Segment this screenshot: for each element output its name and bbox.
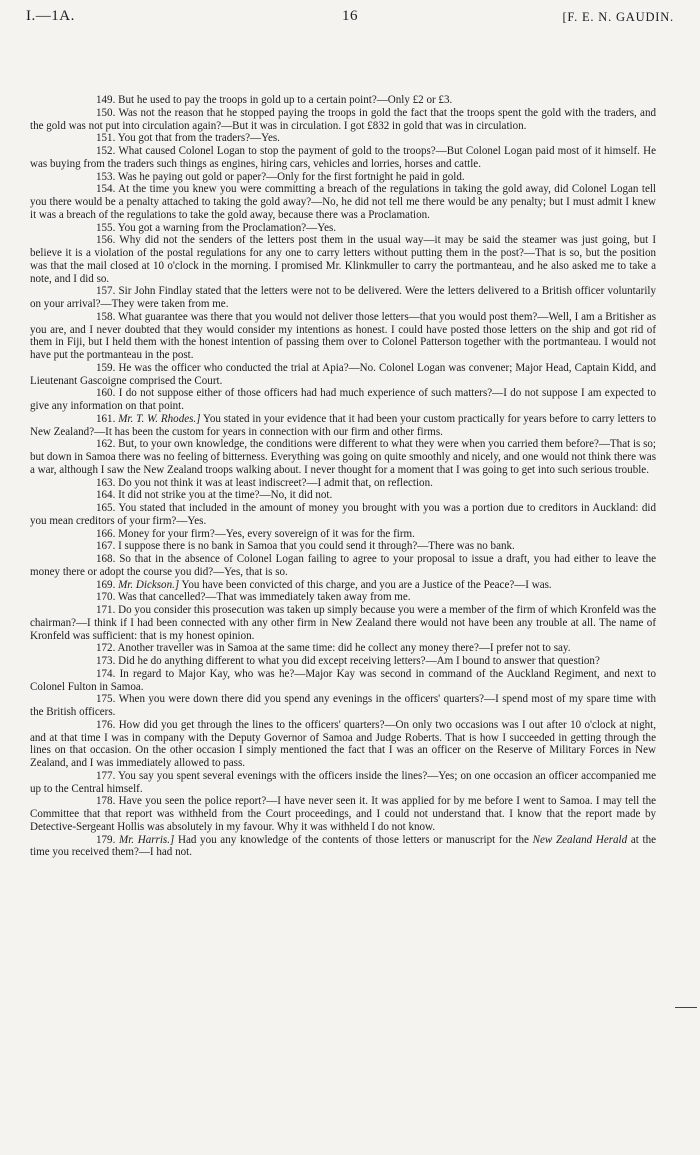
question-number: 174. bbox=[96, 667, 116, 680]
question-paragraph bbox=[30, 579, 656, 592]
question-text: At the time you knew you were committing a breach of the regulations in taking the gold away, did Colonel Logan tell you there would be a penalty attached to taking the gold away?—No, he did not tell me there would be any penalty; but I must admit I knew it was a breach of the regulations to take the gold away, because there was a Proclamation. bbox=[30, 183, 656, 221]
question-number: 163. bbox=[96, 476, 116, 489]
question-text: Money for your firm?—Yes, every sovereign of it was for the firm. bbox=[118, 527, 415, 540]
question-text: at the time you received them?—I had not. bbox=[30, 833, 656, 859]
question-number: 160. bbox=[96, 387, 116, 400]
question-text: What guarantee was there that you would not deliver those letters—that you would post them?—Well, I am a Britisher as you are, and I never doubted that they would consider my intentions as honest. I could have posted those letters on the ship and got rid of them in Fiji, but I held them with the honest intention of passing them over to Colonel Patterson together with the portmanteau. I would not have put the portmanteau in the post. bbox=[30, 310, 657, 361]
question-text: Sir John Findlay stated that the letters were not to be delivered. Were the letters delivered to a British officer voluntarily on your arrival?—They were taken from me. bbox=[30, 285, 656, 310]
question-text: So that in the absence of Colonel Logan failing to agree to your proposal to issue a draft, you had either to leave the money there or adopt the course you did?—Yes, that is so. bbox=[30, 553, 656, 578]
question-paragraph bbox=[30, 145, 656, 171]
question-text: How did you get through the lines to the officers' quarters?—On only two occasions was I out after 10 o'clock at night, and at that time I was in company with the Deputy Governor of Samoa and Judge Roberts. That is how I succeeded in getting through the lines on that occasion. On the other occasion I simply mentioned the fact that I was an officer on the Reserve of Military Forces in New Zealand, and I was immediately allowed to pass. bbox=[30, 718, 656, 769]
question-text: Did he do anything different to what you did except receiving letters?—Am I bound to answer that question? bbox=[118, 655, 600, 667]
page-header bbox=[26, 8, 674, 28]
question-number: 154. bbox=[96, 183, 116, 196]
question-number: 152. bbox=[96, 145, 116, 157]
question-number: 172. bbox=[96, 642, 116, 655]
margin-mark bbox=[675, 1007, 697, 1008]
question-paragraph bbox=[30, 770, 656, 796]
question-paragraph bbox=[30, 502, 656, 528]
question-number: 161. bbox=[96, 412, 116, 425]
question-paragraph bbox=[30, 387, 656, 413]
question-text: You stated in your evidence that it had been your custom practically for years before to carry letters to New Zealand?—It has been the custom for years in connection with our firm and other firms. bbox=[30, 412, 656, 438]
speaker-name: Mr. T. W. Rhodes.] bbox=[118, 412, 201, 425]
question-paragraph bbox=[30, 834, 656, 860]
question-text: You say you spent several evenings with the officers inside the lines?—Yes; on one occasion an officer accompanied me up to the Central himself. bbox=[30, 769, 657, 795]
question-text: You got that from the traders?—Yes. bbox=[117, 132, 280, 145]
question-text: You stated that included in the amount of money you brought with you was a portion due to creditors in Auckland: did you mean creditors of your firm?—Yes. bbox=[30, 502, 656, 527]
question-text: Was not the reason that he stopped paying the troops in gold the fact that the troops spent the gold with the traders, and the gold was not put into circulation again?—But it was in circulation. I got £832 in gold that was in circulation. bbox=[30, 106, 657, 132]
question-number: 153. bbox=[96, 170, 116, 183]
question-number: 151. bbox=[96, 132, 116, 145]
question-number: 162. bbox=[96, 438, 116, 451]
question-number: 169. bbox=[96, 578, 116, 591]
question-number: 177. bbox=[96, 769, 116, 782]
question-paragraph bbox=[30, 795, 656, 833]
question-paragraph bbox=[30, 477, 656, 490]
question-text: What caused Colonel Logan to stop the payment of gold to the troops?—But Colonel Logan paid most of it himself. He was buying from the traders such things as engines, hiring cars, vehicles and lorries, horses and cattle. bbox=[30, 145, 656, 170]
question-text: I suppose there is no bank in Samoa that you could send it through?—There was no bank. bbox=[118, 540, 515, 553]
question-text: He was the officer who conducted the trial at Apia?—No. Colonel Logan was convener; Major Head, Captain Kidd, and Lieutenant Gascoigne comprised the Court. bbox=[30, 361, 657, 387]
question-paragraph bbox=[30, 171, 656, 184]
question-text: It did not strike you at the time?—No, it did not. bbox=[118, 489, 333, 502]
question-paragraph bbox=[30, 693, 656, 719]
question-text: You have been convicted of this charge, and you are a Justice of the Peace?—I was. bbox=[181, 578, 552, 591]
question-paragraph bbox=[30, 642, 656, 655]
question-paragraph bbox=[30, 222, 656, 235]
question-paragraph bbox=[30, 604, 656, 642]
question-number: 175. bbox=[96, 693, 116, 706]
question-paragraph bbox=[30, 655, 656, 668]
question-number: 156. bbox=[96, 234, 116, 247]
question-number: 173. bbox=[96, 655, 116, 667]
question-number: 178. bbox=[96, 795, 116, 808]
question-paragraph bbox=[30, 413, 656, 439]
question-number: 165. bbox=[96, 502, 116, 514]
evidence-text bbox=[30, 94, 656, 859]
question-paragraph bbox=[30, 668, 656, 694]
question-number: 155. bbox=[96, 221, 116, 234]
question-text: When you were down there did you spend any evenings in the officers' quarters?—I spend most of my spare time with the British officers. bbox=[30, 693, 656, 718]
question-text: You got a warning from the Proclamation?—Yes. bbox=[117, 221, 337, 234]
speaker-name: Mr. Dickson.] bbox=[118, 578, 180, 591]
question-paragraph bbox=[30, 285, 656, 311]
question-paragraph bbox=[30, 528, 656, 541]
question-paragraph bbox=[30, 311, 656, 362]
question-number: 158. bbox=[96, 310, 116, 323]
question-paragraph bbox=[30, 132, 656, 145]
question-paragraph bbox=[30, 438, 656, 476]
question-text: Was that cancelled?—That was immediately taken away from me. bbox=[117, 591, 411, 604]
question-paragraph bbox=[30, 94, 656, 107]
question-text: Do you consider this prosecution was taken up simply because you were a member of the firm of which Kronfeld was the chairman?—I think if I had been connected with any other firm in New Zealand there would not have been any trouble at all. The name of Kronfeld was sufficient: that is my honest opinion. bbox=[30, 604, 657, 642]
question-number: 170. bbox=[96, 591, 116, 604]
question-paragraph bbox=[30, 107, 656, 133]
question-number: 159. bbox=[96, 361, 116, 374]
speaker-name: Mr. Harris.] bbox=[119, 833, 175, 846]
question-text: Have you seen the police report?—I have never seen it. It was applied for by me before I went to Samoa. I may tell the Committee that that report was withheld from the Court proceedings, and I could not understand that. I know that the report made by Detective-Sergeant Hollis was absolutely in my favour. Why it was withheld I do not know. bbox=[30, 795, 656, 833]
question-paragraph bbox=[30, 719, 656, 770]
question-text: Do you not think it was at least indiscreet?—I admit that, on reflection. bbox=[118, 476, 433, 489]
page-number: 16 bbox=[342, 8, 358, 24]
question-text: But, to your own knowledge, the conditions were different to what they were when you carried them before?—That is so; but down in Samoa there was no feeling of bitterness. Everything was going on quite smoothly and nicely, and one would not think there was a war, although I saw the New Zealand troops walking about. I never thought for a moment that I was going to get into such serious trouble. bbox=[30, 438, 656, 476]
question-number: 149. bbox=[96, 94, 116, 106]
question-text: But he used to pay the troops in gold up to a certain point?—Only £2 or £3. bbox=[118, 94, 453, 106]
question-text: Was he paying out gold or paper?—Only for the first fortnight he paid in gold. bbox=[117, 170, 465, 183]
question-paragraph bbox=[30, 234, 656, 285]
question-number: 176. bbox=[96, 718, 116, 731]
question-number: 167. bbox=[96, 540, 116, 553]
question-number: 150. bbox=[96, 106, 116, 119]
question-paragraph bbox=[30, 553, 656, 579]
question-text: In regard to Major Kay, who was he?—Major Kay was second in command of the Auckland Regiment, and next to Colonel Fulton in Samoa. bbox=[30, 667, 656, 693]
question-paragraph bbox=[30, 183, 656, 221]
question-paragraph bbox=[30, 362, 656, 388]
question-number: 166. bbox=[96, 527, 116, 540]
witness-name: [F. E. N. GAUDIN. bbox=[562, 10, 674, 24]
question-number: 164. bbox=[96, 489, 116, 502]
question-number: 157. bbox=[96, 285, 116, 298]
question-paragraph bbox=[30, 489, 656, 502]
question-paragraph bbox=[30, 591, 656, 604]
question-paragraph bbox=[30, 540, 656, 553]
question-text: Had you any knowledge of the contents of those letters or manuscript for the bbox=[177, 833, 529, 846]
question-number: 171. bbox=[96, 604, 116, 616]
question-text: Why did not the senders of the letters post them in the usual way—it may be said the steamer was just going, but I believe it is a violation of the postal regulations for any one to carry letters without putting them in the post?—That is so, but the position was that the mail closed at 10 o'clock in the morning. I promised Mr. Klinkmuller to carry the portmanteau, and he also asked me to take a note, and I did so. bbox=[30, 234, 656, 285]
section-reference: I.—1A. bbox=[26, 8, 75, 24]
question-text: I do not suppose either of those officers had had much experience of such matters?—I do not suppose I am expected to give any information on that point. bbox=[30, 387, 656, 412]
newspaper-title: New Zealand Herald bbox=[532, 833, 628, 846]
question-number: 179. bbox=[96, 833, 116, 846]
question-number: 168. bbox=[96, 553, 116, 565]
question-text: Another traveller was in Samoa at the same time: did he collect any money there?—I prefer not to say. bbox=[117, 642, 571, 655]
